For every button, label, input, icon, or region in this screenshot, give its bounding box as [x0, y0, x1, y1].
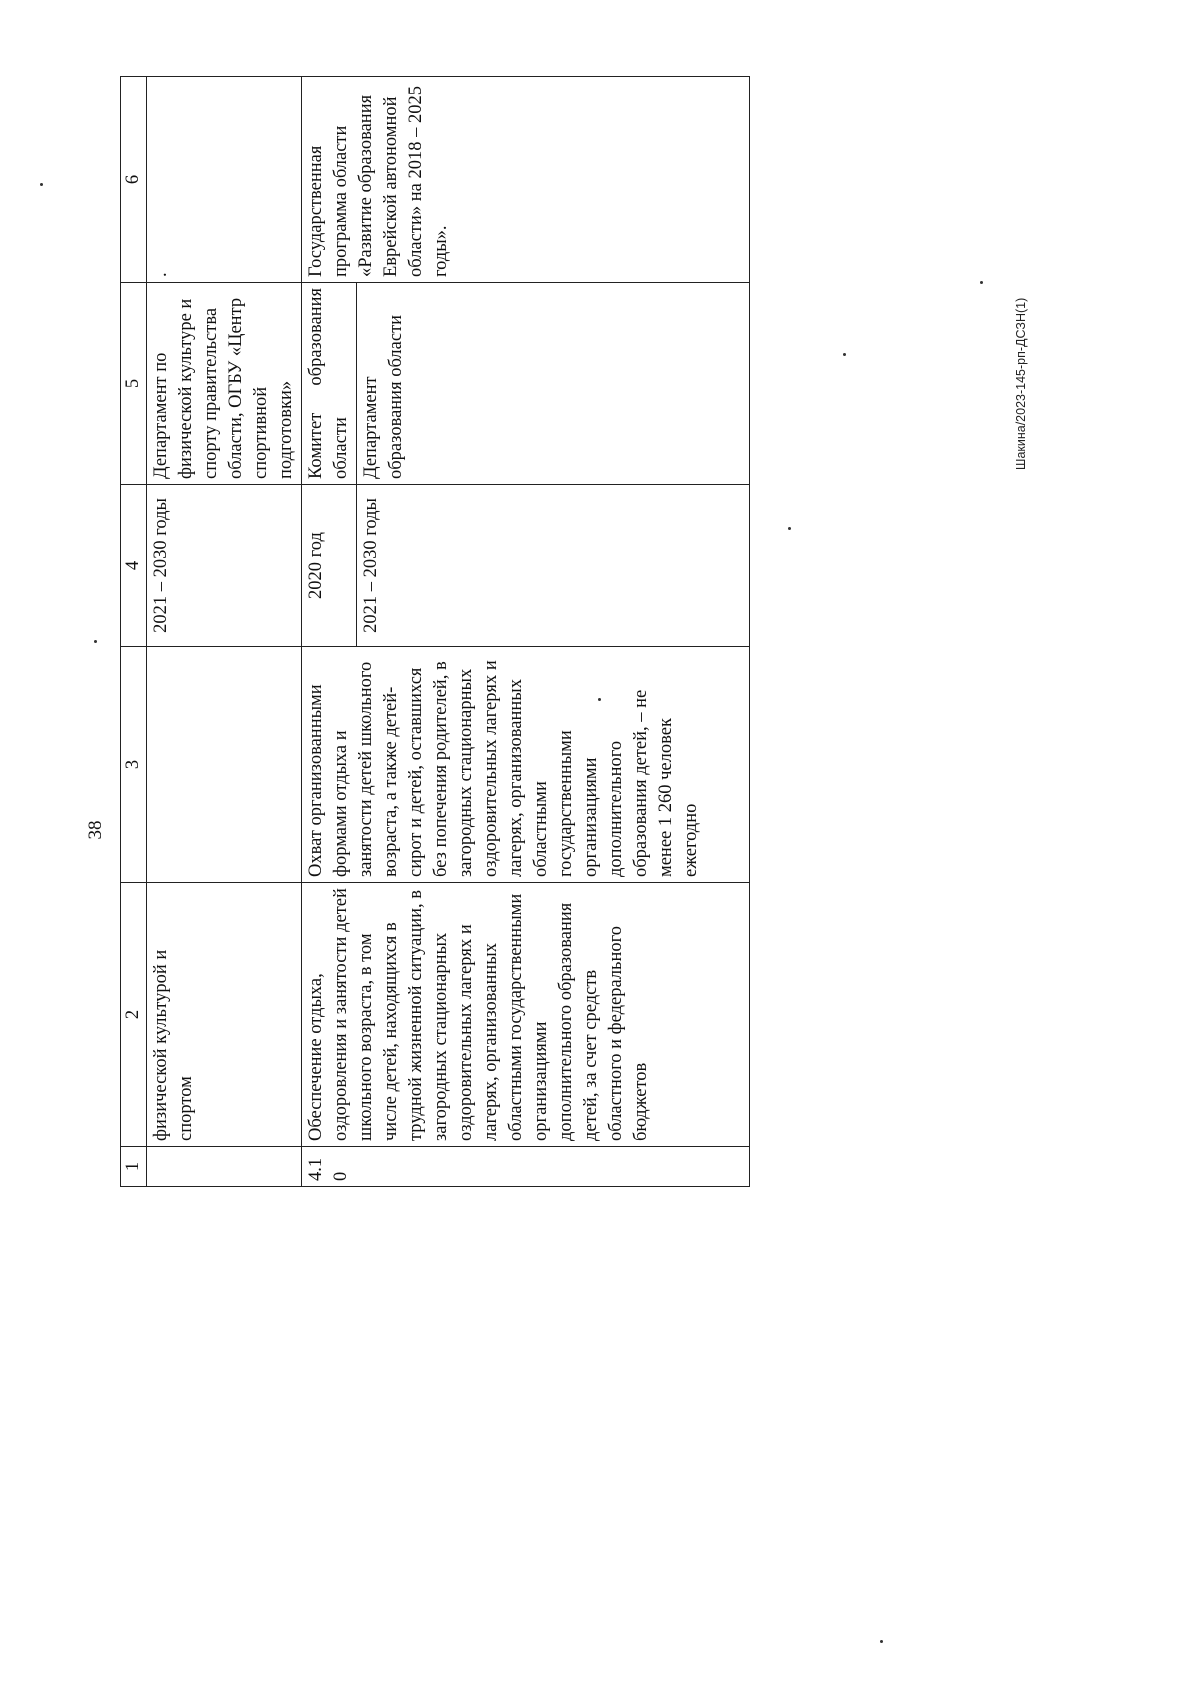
cell-row-indicator: Охват организованными формами отдыха и занятости детей школьного возраста, а также детей-сирот и детей, оставшихся без попечения родителей, в загородных стационарных оздоровительных лагерях и лагерях, организованных областными государственными организациями дополнительного образования детей, – не менее 1 260 человек ежегодно — [302, 647, 750, 883]
document-code: Шакина/2023-145-рп-ДСЗН(1) — [1014, 297, 1028, 470]
page-number: 38 — [85, 820, 106, 840]
header-col-2: 2 — [121, 883, 147, 1147]
table-container — [120, 77, 750, 1187]
scan-speck — [788, 527, 791, 530]
cell-number — [147, 1147, 302, 1187]
header-col-4: 4 — [121, 485, 147, 647]
header-col-5: 5 — [121, 283, 147, 485]
scan-speck — [94, 640, 97, 643]
table-row-continuation — [147, 77, 302, 1187]
cell-program-mark: . — [151, 272, 171, 277]
cell-program — [147, 77, 302, 283]
scan-speck — [843, 353, 846, 356]
cell-row-program: Государственная программа области «Развитие образования Еврейской автономной области» на 2018 – 2025 годы». — [302, 77, 750, 283]
table-header-row — [121, 77, 147, 1187]
table-row-4-10-a — [302, 77, 357, 1187]
cell-row-period-1: 2020 год — [302, 485, 357, 647]
header-col-6: 6 — [121, 77, 147, 283]
scan-speck — [40, 183, 43, 186]
cell-row-measure: Обеспечение отдыха, оздоровления и занятости детей школьного возраста, в том числе детей, находящихся в трудной жизненной ситуации, в загородных стационарных оздоровительных лагерях и лагерях, организованных областными государственными организациями дополнительного образования детей, за счет средств областного и федерального бюджетов — [302, 883, 750, 1147]
cell-period: 2021 – 2030 годы — [147, 485, 302, 647]
cell-measure: физической культурой и спортом — [147, 883, 302, 1147]
scan-speck — [598, 698, 601, 701]
header-col-1: 1 — [121, 1147, 147, 1187]
cell-row-executor-1: Комитет образования области — [302, 283, 357, 485]
cell-row-period-2: 2021 – 2030 годы — [357, 485, 750, 647]
cell-row-number: 4.10 — [302, 1147, 750, 1187]
measures-table — [120, 76, 750, 1187]
cell-executor: Департамент по физической культуре и спорту правительства области, ОГБУ «Центр спортивной подготовки» — [147, 283, 302, 485]
cell-indicator — [147, 647, 302, 883]
cell-row-executor-2: Департамент образования области — [357, 283, 750, 485]
scan-speck — [880, 1640, 883, 1643]
header-col-3: 3 — [121, 647, 147, 883]
scan-speck — [980, 281, 983, 284]
